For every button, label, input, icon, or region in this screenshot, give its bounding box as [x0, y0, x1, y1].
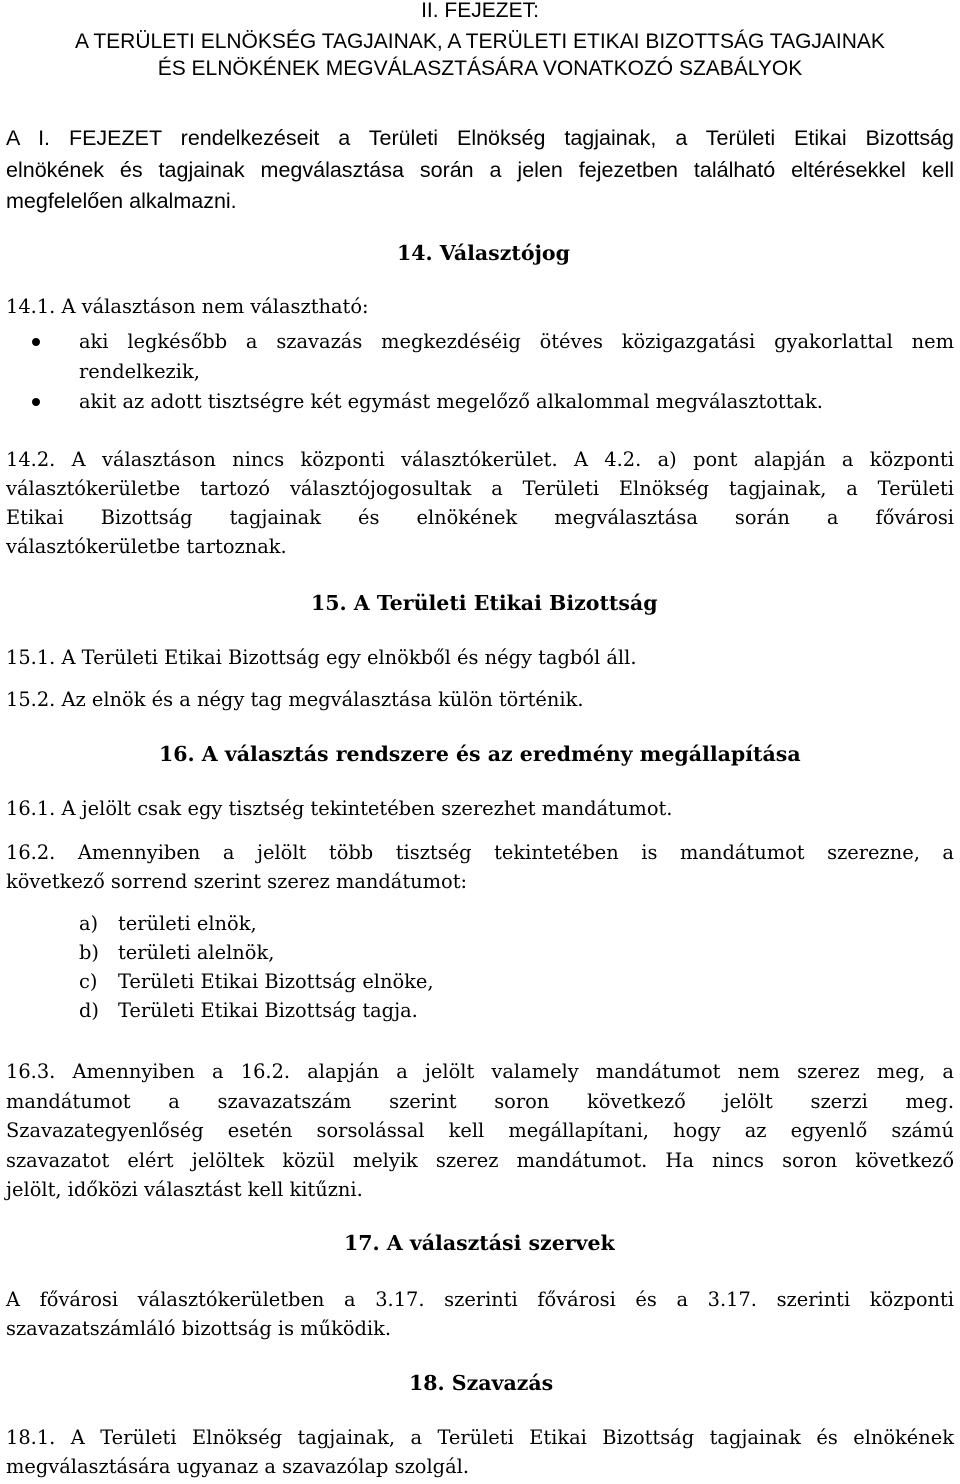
section-14-2-line-4: választókerületbe tartoznak. [6, 535, 287, 558]
section-14-2-line-3: Etikai Bizottság tagjainak és elnökének megválasztása során a fővárosi [6, 506, 954, 529]
section-14-2-line-2: választókerületbe tartozó választójogosultak a Területi Elnökség tagjainak, a Területi [6, 477, 954, 500]
section-15-heading: 15. A Területi Etikai Bizottság [311, 591, 658, 615]
section-17-line-2: szavazatszámláló bizottság is működik. [6, 1317, 392, 1340]
list-item: területi elnök, [118, 912, 257, 935]
section-15-2: 15.2. Az elnök és a négy tag megválasztása külön történik. [6, 688, 584, 711]
section-18-line-1: 18.1. A Területi Elnökség tagjainak, a Területi Etikai Bizottság tagjainak és elnökének [6, 1426, 954, 1449]
list-letter: d) [79, 999, 99, 1022]
chapter-number: II. FEJEZET: [421, 0, 539, 22]
chapter-title-line2: ÉS ELNÖKÉNEK MEGVÁLASZTÁSÁRA VONATKOZÓ SZABÁLYOK [157, 57, 803, 80]
section-16-2-line-2: következő sorrend szerint szerez mandátumot: [6, 870, 468, 893]
section-18-heading: 18. Szavazás [409, 1371, 554, 1395]
section-16-3-line-4: szavazatot elért jelöltek közül melyik szerez mandátumot. Ha nincs soron következő [6, 1149, 954, 1172]
section-16-heading: 16. A választás rendszere és az eredmény megállapítása [159, 742, 801, 766]
list-letter: b) [79, 941, 99, 964]
intro-line-3: megfelelően alkalmazni. [6, 189, 237, 213]
section-16-2-line-1: 16.2. Amennyiben a jelölt több tisztség tekintetében is mandátumot szerezne, a [6, 841, 954, 864]
section-18-line-2: megválasztására ugyanaz a szavazólap szolgál. [6, 1455, 469, 1478]
intro-line-2: elnökének és tagjainak megválasztása során a jelen fejezetben található eltérésekkel kell [6, 158, 954, 182]
section-16-3-line-1: 16.3. Amennyiben a 16.2. alapján a jelölt valamely mandátumot nem szerez meg, a [6, 1060, 954, 1083]
section-14-heading: 14. Választójog [397, 241, 570, 265]
bullet-icon [32, 338, 40, 346]
chapter-title-line1: A TERÜLETI ELNÖKSÉG TAGJAINAK, A TERÜLETI ETIKAI BIZOTTSÁG TAGJAINAK [75, 30, 885, 53]
section-16-3-line-5: jelölt, időközi választást kell kitűzni. [6, 1178, 363, 1201]
section-16-3-line-3: Szavazategyenlőség esetén sorsolással kell megállapítani, hogy az egyenlő számú [6, 1119, 954, 1142]
section-15-1: 15.1. A Területi Etikai Bizottság egy elnökből és négy tagból áll. [6, 646, 637, 669]
section-14-2-line-1: 14.2. A választáson nincs központi választókerület. A 4.2. a) pont alapján a központi [6, 448, 954, 471]
bullet-2-line-1: akit az adott tisztségre két egymást megelőző alkalommal megválasztottak. [79, 390, 823, 413]
list-item: Területi Etikai Bizottság elnöke, [118, 970, 434, 993]
list-letter: a) [79, 912, 99, 935]
section-17-line-1: A fővárosi választókerületben a 3.17. szerinti fővárosi és a 3.17. szerinti központi [6, 1288, 954, 1311]
section-14-1-intro: 14.1. A választáson nem választható: [6, 295, 369, 318]
list-letter: c) [79, 970, 98, 993]
list-item: Területi Etikai Bizottság tagja. [118, 999, 418, 1022]
intro-line-1: A I. FEJEZET rendelkezéseit a Területi Elnökség tagjainak, a Területi Etikai Bizottság [6, 126, 954, 150]
section-17-heading: 17. A választási szervek [344, 1231, 615, 1255]
list-item: területi alelnök, [118, 941, 275, 964]
bullet-1-line-1: aki legkésőbb a szavazás megkezdéséig ötéves közigazgatási gyakorlattal nem [79, 330, 954, 353]
section-16-1: 16.1. A jelölt csak egy tisztség tekintetében szerezhet mandátumot. [6, 797, 673, 820]
bullet-1-line-2: rendelkezik, [79, 360, 200, 383]
section-16-3-line-2: mandátumot a szavazatszám szerint soron következő jelölt szerzi meg. [6, 1090, 954, 1113]
bullet-icon [32, 398, 40, 406]
